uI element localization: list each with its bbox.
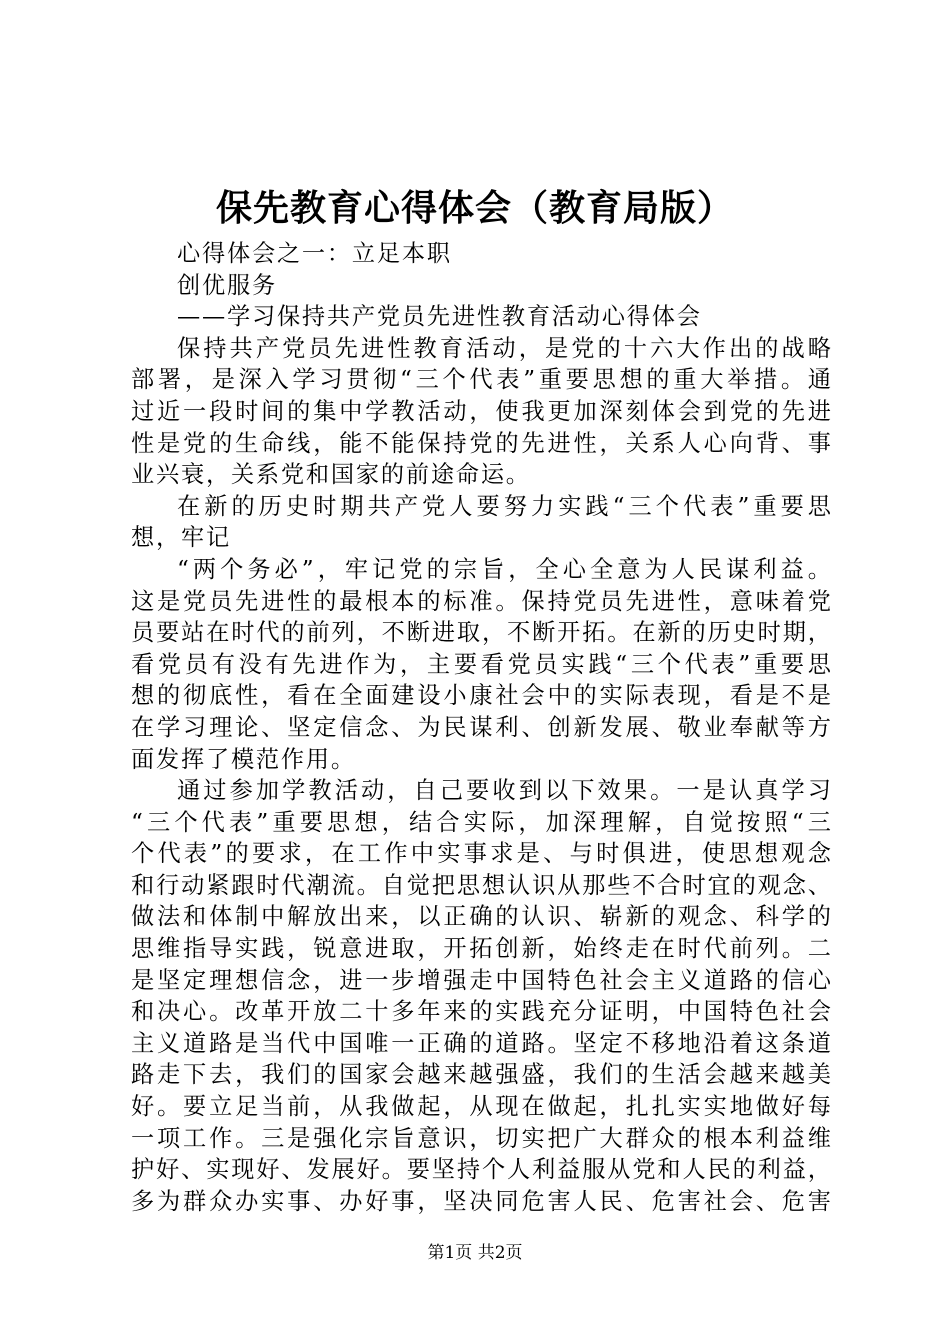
text-line: 部署，是深入学习贯彻“三个代表”重要思想的重大举措。通 (131, 366, 831, 394)
text-line: 想的彻底性，看在全面建设小康社会中的实际表现，看是不是 (131, 682, 831, 710)
document-body (131, 238, 831, 1217)
text-line: 这是党员先进性的最根本的标准。保持党员先进性，意味着党 (131, 587, 831, 615)
text-line: 个代表”的要求，在工作中实事求是、与时俱进，使思想观念 (131, 840, 831, 868)
text-line: “两个务必”，牢记党的宗旨，全心全意为人民谋利益。 (177, 555, 831, 583)
text-line: ——学习保持共产党员先进性教育活动心得体会 (177, 303, 702, 331)
text-line: 心得体会之一：立足本职 (177, 240, 452, 267)
text-line: 和行动紧跟时代潮流。自觉把思想认识从那些不合时宜的观念、 (131, 871, 831, 899)
document-title: 保先教育心得体会（教育局版） (215, 187, 734, 229)
text-line: 过近一段时间的集中学教活动，使我更加深刻体会到党的先进 (131, 397, 831, 425)
text-line: 好。要立足当前，从我做起，从现在做起，扎扎实实地做好每 (131, 1093, 831, 1121)
text-line: 主义道路是当代中国唯一正确的道路。坚定不移地沿着这条道 (131, 1029, 831, 1057)
text-line: 护好、实现好、发展好。要坚持个人利益服从党和人民的利益， (131, 1156, 831, 1184)
page-number-footer: 第1页 共2页 (427, 1243, 523, 1263)
text-line: 路走下去，我们的国家会越来越强盛，我们的生活会越来越美 (131, 1061, 831, 1089)
text-line: 在新的历史时期共产党人要努力实践“三个代表”重要思 (177, 492, 831, 520)
text-line: “三个代表”重要思想，结合实际，加深理解，自觉按照“三 (131, 808, 831, 836)
text-line: 做法和体制中解放出来，以正确的认识、崭新的观念、科学的 (131, 903, 831, 931)
text-line: 在学习理论、坚定信念、为民谋利、创新发展、敬业奉献等方 (131, 713, 831, 741)
text-line: 员要站在时代的前列，不断进取，不断开拓。在新的历史时期， (131, 619, 831, 647)
text-line: 保持共产党员先进性教育活动，是党的十六大作出的战略 (177, 334, 831, 362)
text-line: 是坚定理想信念，进一步增强走中国特色社会主义道路的信心 (131, 966, 831, 994)
text-line: 创优服务 (177, 271, 277, 299)
text-line: 性是党的生命线，能不能保持党的先进性，关系人心向背、事 (131, 429, 831, 457)
text-line: 看党员有没有先进作为，主要看党员实践“三个代表”重要思 (131, 650, 831, 678)
text-line: 多为群众办实事、办好事，坚决同危害人民、危害社会、危害 (131, 1187, 831, 1215)
text-line: 和决心。改革开放二十多年来的实践充分证明，中国特色社会 (131, 998, 831, 1026)
text-line: 想，牢记 (131, 524, 231, 552)
text-line: 一项工作。三是强化宗旨意识，切实把广大群众的根本利益维 (131, 1124, 831, 1152)
text-line: 通过参加学教活动，自己要收到以下效果。一是认真学习 (177, 777, 831, 805)
text-line: 面发挥了模范作用。 (131, 745, 356, 773)
text-line: 业兴衰，关系党和国家的前途命运。 (131, 461, 531, 489)
text-line: 思维指导实践，锐意进取，开拓创新，始终走在时代前列。二 (131, 935, 831, 963)
